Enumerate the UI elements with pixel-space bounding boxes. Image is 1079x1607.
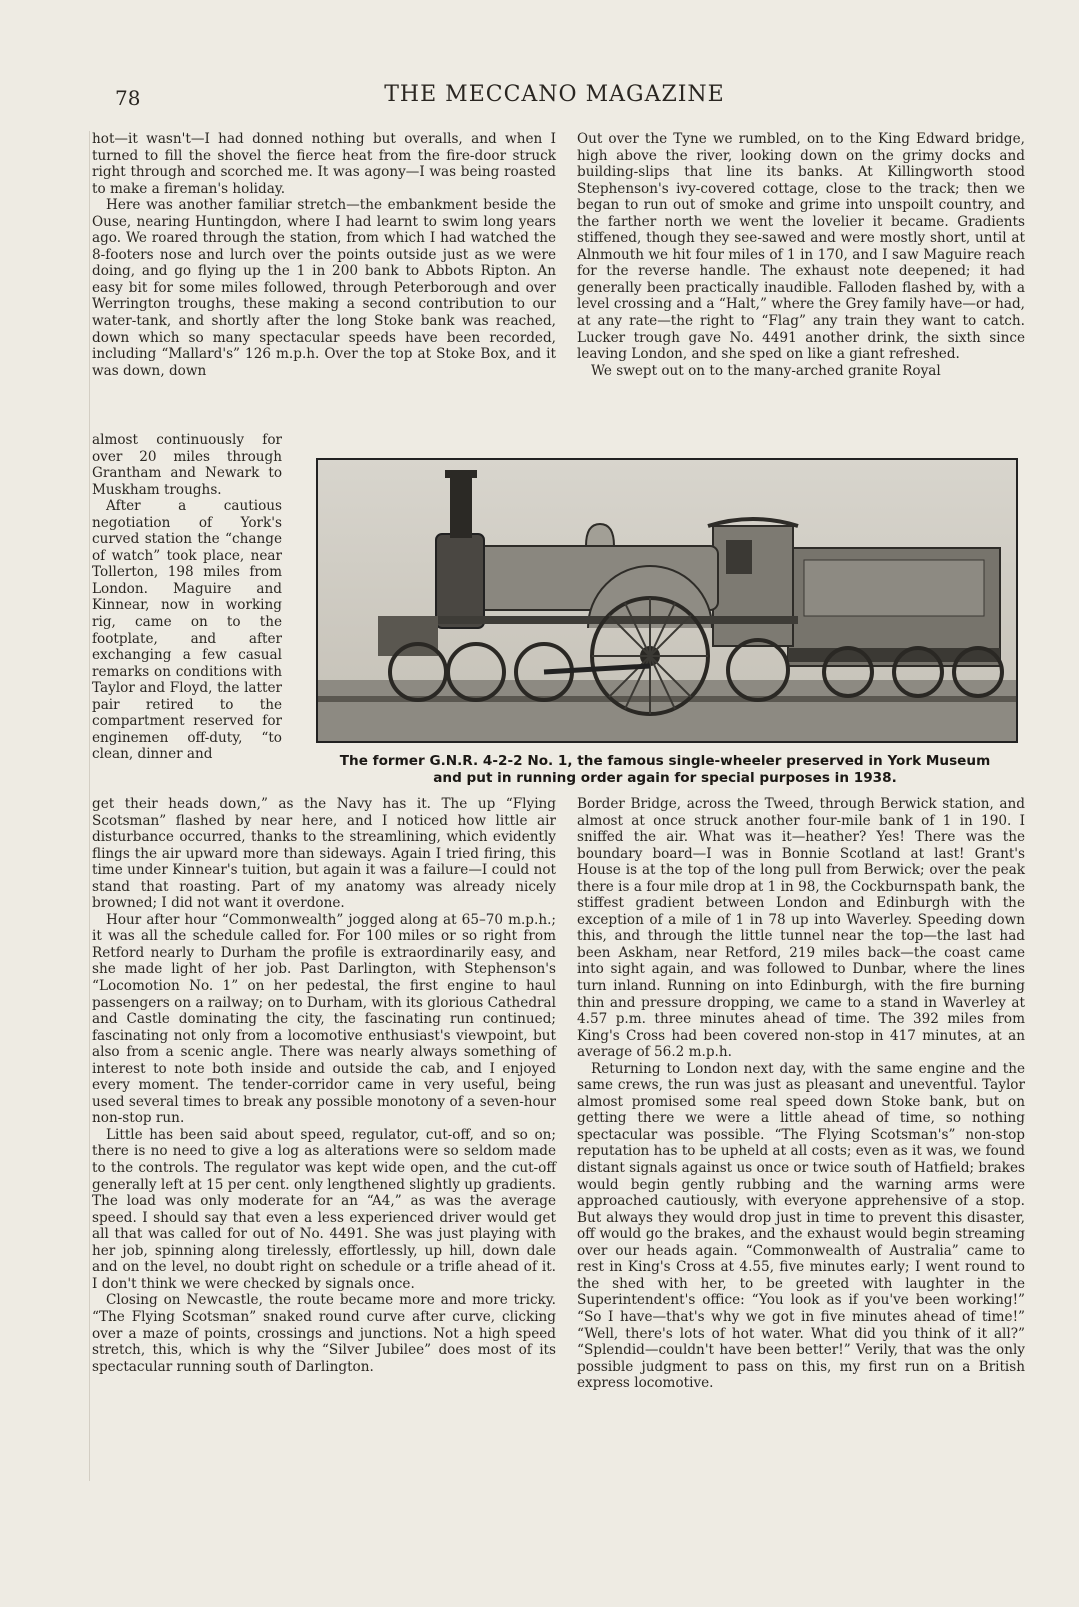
article-column-bottom-left bbox=[92, 796, 556, 1375]
caption-line: The former G.N.R. 4-2-2 No. 1, the famous single-wheeler preserved in York Museum bbox=[339, 753, 991, 769]
paragraph: Out over the Tyne we rumbled, on to the King Edward bridge, high above the river, looking down on the grimy docks and building-slips that line its banks. At Killingworth stood Stephenson's ivy-covered cottage, close to the track; then we began to run out of smoke and grime into unspoilt country, and the farther north we went the lovelier it became. Gradients stiffened, though they see-sawed and were mostly short, until at Alnmouth we hit four miles of 1 in 170, and I saw Maguire reach for the reverse handle. The exhaust note deepened; it had generally been practically inaudible. Falloden flashed by, with a level crossing and a “Halt,” where the Grey family have—or had, at any rate—the right to “Flag” any train they want to catch. Lucker trough gave No. 4491 another drink, the sixth since leaving London, and she sped on like a giant refreshed. bbox=[577, 131, 1025, 363]
paragraph: Hour after hour “Commonwealth” jogged along at 65–70 m.p.h.; it was all the schedule called for. For 100 miles or so right from Retford nearly to Durham the profile is extraordinarily easy, and she made light of her job. Past Darlington, with Stephenson's “Locomotion No. 1” on her pedestal, the first engine to haul passengers on a railway; on to Durham, with its glorious Cathedral and Castle dominating the city, the fascinating run continued; fascinating not only from a locomotive enthusiast's viewpoint, but also from a scenic angle. There was nearly always something of interest to note both inside and outside the cab, and I enjoyed every moment. The tender-corridor came in very useful, being used several times to break any possible monotony of a seven-hour non-stop run. bbox=[92, 911, 556, 1127]
paragraph: We swept out on to the many-arched granite Royal bbox=[591, 362, 941, 379]
magazine-title: THE MECCANO MAGAZINE bbox=[384, 82, 725, 107]
page-number: 78 bbox=[115, 86, 141, 110]
paragraph: Border Bridge, across the Tweed, through Berwick station, and almost at once struck another four-mile bank of 1 in 190. I sniffed the air. What was it—heather? Yes! There was the boundary board—I was in Bonnie Scotland at last! Grant's House is at the top of the long pull from Berwick; over the peak there is a four mile drop at 1 in 98, the Cockburnspath bank, the stiffest gradient between London and Edinburgh with the exception of a mile of 1 in 78 up into Waverley. Speeding down this, and through the little tunnel near the top—the last had been Askham, near Retford, 219 miles back—the coast came into sight again, and was followed to Dunbar, where the lines turn inland. Running on into Edinburgh, with the fire burning thin and pressure dropping, we came to a stand in Waverley at 4.57 p.m. three minutes ahead of time. The 392 miles from King's Cross had been covered non-stop in 417 minutes, at an average of 56.2 m.p.h. bbox=[577, 796, 1025, 1061]
paragraph: After a cautious negotiation of York's curved station the “change of watch” took place, near Tollerton, 198 miles from London. Maguire and Kinnear, now in working rig, came on to the footplate, and after exchanging a few casual remarks on conditions with Taylor and Floyd, the latter pair retired to the compartment reserved for enginemen off-duty, “to clean, dinner and bbox=[92, 498, 282, 763]
article-column-bottom-right bbox=[577, 796, 1025, 1392]
paragraph: Closing on Newcastle, the route became more and more tricky. “The Flying Scotsman” snaked round curve after curve, clicking over a maze of points, crossings and junctions. Not a high speed stretch, this, which is why the “Silver Jubilee” does most of its spectacular running south of Darlington. bbox=[92, 1292, 556, 1375]
article-column-top-right bbox=[577, 131, 1025, 379]
paragraph: hot—it wasn't—I had donned nothing but overalls, and when I turned to fill the shovel the fierce heat from the fire-door struck right through and scorched me. It was agony—I was being roasted to make a fireman's holiday. bbox=[92, 131, 556, 197]
paragraph: Little has been said about speed, regulator, cut-off, and so on; there is no need to give a log as alterations were so seldom made to the controls. The regulator was kept wide open, and the cut-off generally left at 15 per cent. only lengthened slightly up gradients. The load was only moderate for an “A4,” as was the average speed. I should say that even a less experienced driver would get all that was called for out of No. 4491. She was just playing with her job, spinning along tirelessly, effortlessly, up hill, down dale and on the level, no doubt right on schedule or a trifle ahead of it. I don't think we were checked by signals once. bbox=[92, 1126, 556, 1292]
paragraph: Returning to London next day, with the same engine and the same crews, the run was just as pleasant and uneventful. Taylor almost promised some real speed down Stoke bank, but on getting there we were a little ahead of time, so nothing spectacular was possible. “The Flying Scotsman's” non-stop reputation has to be upheld at all costs; even as it was, we found distant signals against us once or twice south of Hatfield; brakes would begin gently rubbing and the warning arms were approached cautiously, with everyone apprehensive of a stop. But always they would drop just in time to prevent this disaster, off would go the brakes, and the exhaust would begin streaming over our heads again. “Commonwealth of Australia” came to rest in King's Cross at 4.55, five minutes early; I went round to the shed with her, to be greeted with laughter in the Superintendent's office: “You look as if you've been working!” “So I have—that's why we got in five minutes ahead of time!” “Well, there's lots of hot water. What did you think of it all?” “Splendid—couldn't have been better!” Verily, that was the only possible judgment to pass on this, my first run on a British express locomotive. bbox=[577, 1060, 1025, 1392]
article-column-top-left bbox=[92, 131, 556, 379]
paragraph: almost continuously for over 20 miles through Grantham and Newark to Muskham troughs. bbox=[92, 432, 282, 498]
locomotive-illustration bbox=[318, 460, 1016, 741]
paragraph: Here was another familiar stretch—the embankment beside the Ouse, nearing Huntingdon, where I had learnt to swim long years ago. We roared through the station, from which I had watched the 8-footers nose and lurch over the points outside just as we were doing, and go flying up the 1 in 200 bank to Abbots Ripton. An easy bit for some miles followed, through Peterborough and over Werrington troughs, these making a second contribution to our water-tank, and shortly after the long Stoke bank was reached, down which so many spectacular speeds have been recorded, including “Mallard's” 126 m.p.h. Over the top at Stoke Box, and it was down, down bbox=[92, 197, 556, 379]
paragraph: get their heads down,” as the Navy has it. The up “Flying Scotsman” flashed by near here, and I noticed how little air disturbance occurred, thanks to the streamlining, which evidently flings the air upward more than sideways. Again I tried firing, this time under Kinnear's tuition, but again it was a failure—I could not stand that roasting. Part of my anatomy was already nicely browned; I did not want it overdone. bbox=[92, 796, 556, 912]
caption-line: and put in running order again for special purposes in 1938. bbox=[433, 770, 897, 786]
photo-caption bbox=[300, 753, 1030, 787]
article-column-narrow bbox=[92, 432, 282, 763]
locomotive-photograph bbox=[316, 458, 1018, 743]
page-margin-line bbox=[89, 131, 90, 1481]
